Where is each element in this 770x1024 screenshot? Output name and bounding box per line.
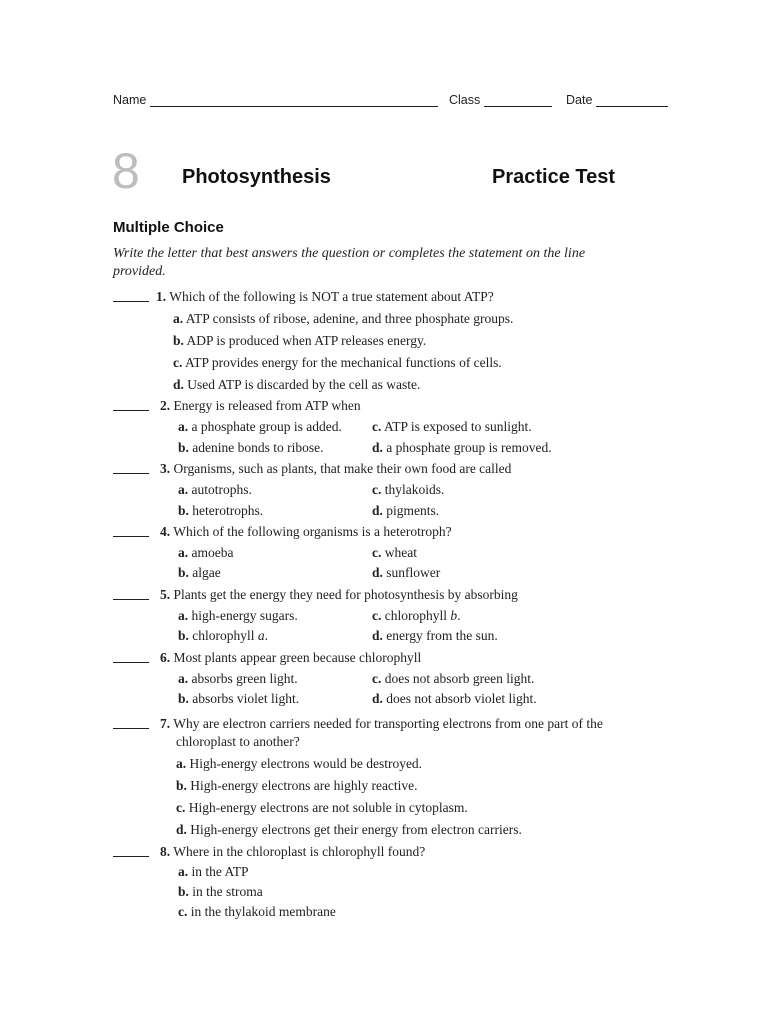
answer-blank-2[interactable]: [113, 410, 149, 411]
question-text: Plants get the energy they need for photosynthesis by absorbing: [173, 587, 518, 602]
choice-5d: d. energy from the sun.: [372, 628, 498, 643]
class-blank[interactable]: [484, 94, 552, 107]
question-number: 1.: [156, 289, 167, 304]
choice-4b: b. algae: [178, 565, 221, 580]
choice-7c: c. High-energy electrons are not soluble in cytoplasm.: [176, 800, 468, 815]
choice-3a: a. autotrophs.: [178, 482, 252, 497]
question-1: [156, 288, 494, 305]
question-number: 2.: [160, 398, 171, 413]
choice-8c: c. in the thylakoid membrane: [178, 904, 336, 919]
question-number: 5.: [160, 587, 171, 602]
choice-3b: b. heterotrophs.: [178, 503, 264, 518]
name-blank[interactable]: [150, 94, 438, 107]
answer-blank-6[interactable]: [113, 662, 149, 663]
choice-5a: a. high-energy sugars.: [178, 608, 298, 623]
question-7: [160, 715, 603, 732]
choice-3c: c. thylakoids.: [372, 482, 445, 497]
choice-4d: d. sunflower: [372, 565, 441, 580]
question-text: Which of the following is NOT a true statement about ATP?: [169, 289, 494, 304]
choice-1a: a. ATP consists of ribose, adenine, and three phosphate groups.: [173, 311, 514, 326]
choice-7b: b. High-energy electrons are highly reactive.: [176, 778, 418, 793]
choice-6b: b. absorbs violet light.: [178, 691, 300, 706]
choice-1c: c. ATP provides energy for the mechanical functions of cells.: [173, 355, 502, 370]
question-text: Which of the following organisms is a heterotroph?: [173, 524, 452, 539]
choice-2b: b. adenine bonds to ribose.: [178, 440, 324, 455]
choice-4a: a. amoeba: [178, 545, 234, 560]
choice-4c: c. wheat: [372, 545, 417, 560]
chapter-subtitle: Practice Test: [492, 166, 616, 188]
chapter-title: Photosynthesis: [182, 166, 331, 188]
answer-blank-4[interactable]: [113, 536, 149, 537]
answer-blank-3[interactable]: [113, 473, 149, 474]
choice-8b: b. in the stroma: [178, 884, 263, 899]
date-field: [566, 93, 668, 107]
choice-8a: a. in the ATP: [178, 864, 249, 879]
question-text: Most plants appear green because chlorophyll: [173, 650, 422, 665]
chapter-number: 8: [112, 143, 140, 199]
question-4: [160, 523, 452, 540]
question-3: [160, 460, 511, 477]
question-8: [160, 843, 425, 860]
question-7-continued: chloroplast to another?: [176, 734, 300, 749]
answer-blank-1[interactable]: [113, 301, 149, 302]
choice-2d: d. a phosphate group is removed.: [372, 440, 552, 455]
answer-blank-7[interactable]: [113, 728, 149, 729]
question-number: 3.: [160, 461, 171, 476]
class-label: Class: [449, 93, 481, 107]
question-number: 7.: [160, 716, 171, 731]
answer-blank-5[interactable]: [113, 599, 149, 600]
name-label: Name: [113, 93, 147, 107]
choice-5c: c. chlorophyll b.: [372, 608, 461, 623]
choice-6d: d. does not absorb violet light.: [372, 691, 537, 706]
question-text: Where in the chloroplast is chlorophyll found?: [173, 844, 426, 859]
question-text: Why are electron carriers needed for transporting electrons from one part of the: [173, 716, 603, 731]
directions-text: Write the letter that best answers the question or completes the statement on the line provided.: [113, 246, 586, 279]
question-number: 4.: [160, 524, 171, 539]
choice-1b: b. ADP is produced when ATP releases energy.: [173, 333, 427, 348]
question-text: Energy is released from ATP when: [173, 398, 361, 413]
choice-2a: a. a phosphate group is added.: [178, 419, 342, 434]
date-blank[interactable]: [596, 94, 668, 107]
name-field: [113, 93, 438, 107]
choice-2c: c. ATP is exposed to sunlight.: [372, 419, 532, 434]
choice-7a: a. High-energy electrons would be destroyed.: [176, 756, 423, 771]
choice-3d: d. pigments.: [372, 503, 440, 518]
question-text: Organisms, such as plants, that make their own food are called: [173, 461, 512, 476]
answer-blank-8[interactable]: [113, 856, 149, 857]
question-5: [160, 586, 518, 603]
question-number: 8.: [160, 844, 171, 859]
class-field: [449, 93, 552, 107]
choice-7d: d. High-energy electrons get their energy from electron carriers.: [176, 822, 522, 837]
question-number: 6.: [160, 650, 171, 665]
question-2: [160, 397, 361, 414]
choice-6a: a. absorbs green light.: [178, 671, 298, 686]
question-6: [160, 649, 421, 666]
choice-1d: d. Used ATP is discarded by the cell as waste.: [173, 377, 421, 392]
date-label: Date: [566, 93, 593, 107]
choice-5b: b. chlorophyll a.: [178, 628, 269, 643]
choice-6c: c. does not absorb green light.: [372, 671, 535, 686]
section-title: Multiple Choice: [113, 219, 224, 236]
